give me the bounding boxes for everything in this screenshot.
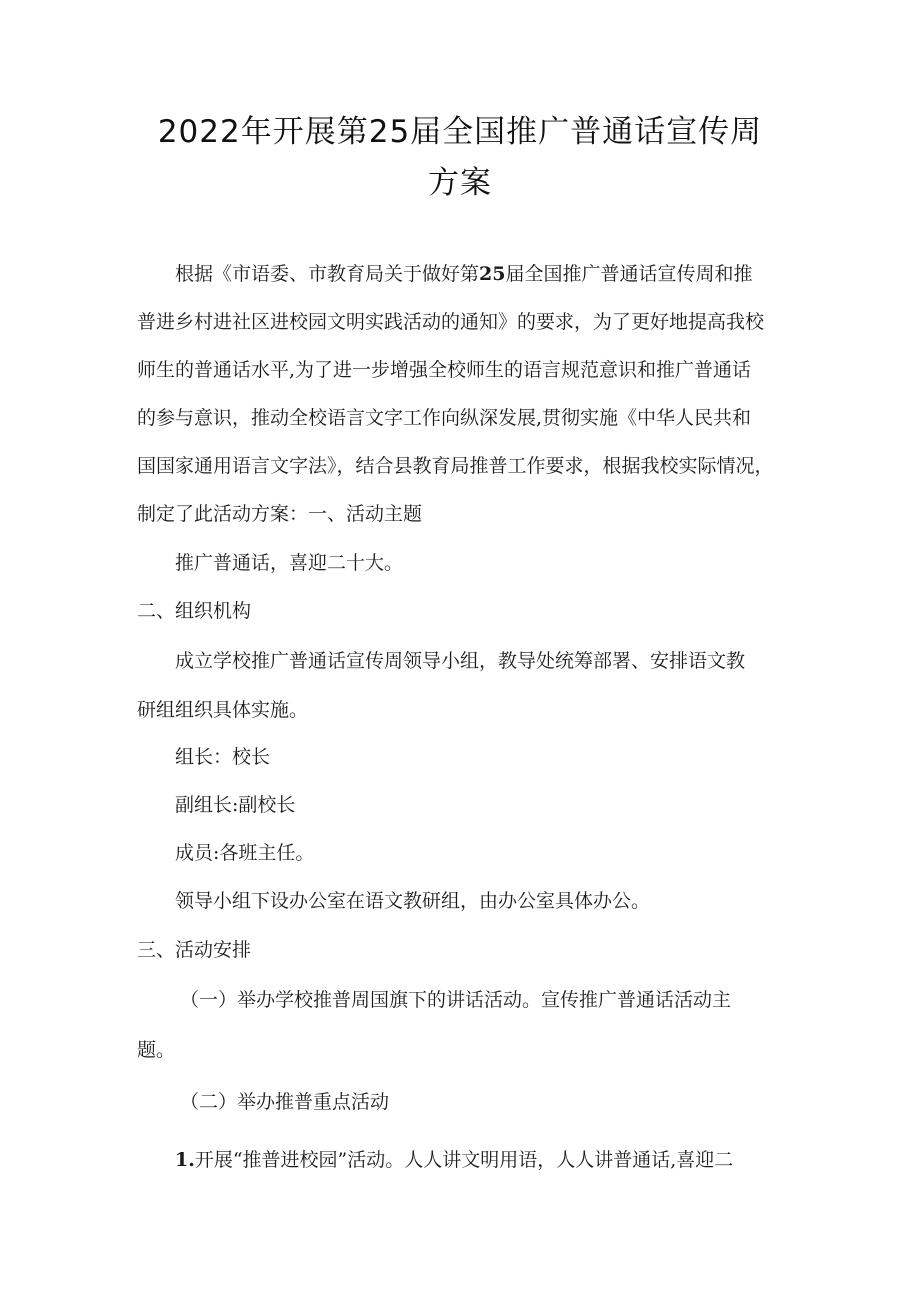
org-paragraph-line-1: 成立学校推广普通话宣传周领导小组，教导处统筹部署、安排语文教 [175, 650, 746, 672]
intro-paragraph-line-2: 普进乡村进社区进校园文明实践活动的通知》的要求，为了更好地提高我校 [137, 311, 765, 333]
item-1-number: 1. [175, 1149, 195, 1171]
deputy-leader-line: 副组长:副校长 [175, 794, 296, 816]
intro-paragraph-line-3: 师生的普通话水平,为了进一步增强全校师生的语言规范意识和推广普通话 [137, 359, 752, 381]
document-title-line-1: 2022年开展第25届全国推广普通话宣传周 [157, 114, 763, 150]
activity-2-heading: （二）举办推普重点活动 [180, 1091, 390, 1113]
intro-paragraph-line-6: 制定了此活动方案：一、活动主题 [137, 503, 423, 525]
item-1-line [175, 1148, 797, 1172]
theme-text: 推广普通话，喜迎二十大。 [175, 552, 404, 574]
activity-1-line-2: 题。 [137, 1039, 176, 1061]
intro-paragraph-line-1: 根据《市语委、市教育局关于做好第25届全国推广普通话宣传周和推 [175, 263, 753, 285]
section-3-heading: 三、活动安排 [137, 939, 252, 961]
office-line: 领导小组下设办公室在语文教研组，由办公室具体办公。 [175, 890, 651, 912]
section-2-heading: 二、组织机构 [137, 600, 252, 622]
members-line: 成员:各班主任。 [175, 842, 315, 864]
intro-paragraph-line-5: 国国家通用语言文字法》，结合县教育局推普工作要求，根据我校实际情况， [137, 455, 774, 477]
intro-paragraph-line-4: 的参与意识，推动全校语言文字工作向纵深发展,贯彻实施《中华人民共和 [137, 407, 752, 429]
leader-line: 组长：校长 [175, 746, 271, 768]
item-1-text: 开展“推普进校园”活动。人人讲文明用语，人人讲普通话,喜迎二 [194, 1149, 734, 1171]
document-title-line-2: 方案 [428, 165, 492, 201]
org-paragraph-line-2: 研组组织具体实施。 [137, 699, 309, 721]
activity-1-line-1: （一）举办学校推普周国旗下的讲话活动。宣传推广普通话活动主 [180, 989, 732, 1011]
